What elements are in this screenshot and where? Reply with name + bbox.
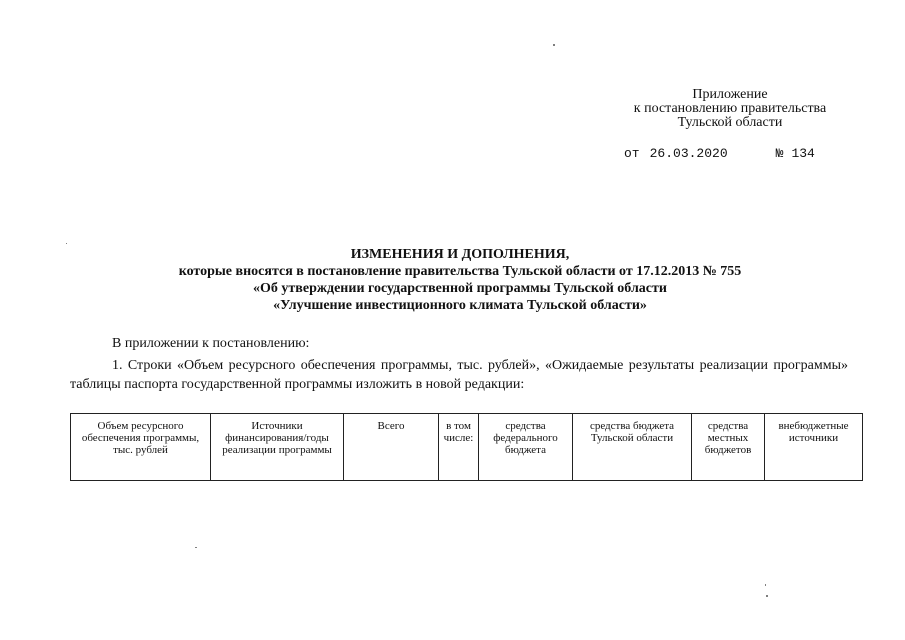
appendix-line-2: к постановлению правительства [633, 101, 827, 116]
decree-date-number [624, 146, 815, 161]
title-line-2: которые вносятся в постановление правительства Тульской области от 17.12.2013 № 755 [178, 264, 742, 279]
scan-speck [553, 44, 555, 46]
header-cell-regional-budget: средства бюджета Тульской области [573, 414, 692, 481]
number-prefix: № [775, 146, 784, 161]
header-cell-funding-sources: Источники финансирования/годы реализации программы [211, 414, 344, 481]
header-cell-including: в том числе: [439, 414, 479, 481]
scan-speck [765, 584, 766, 586]
title-line-3: «Об утверждении государственной программы Тульской области [253, 281, 667, 296]
decree-number: 134 [791, 146, 815, 161]
scan-speck [66, 243, 67, 244]
appendix-line-3: Тульской области [677, 115, 783, 130]
paragraph-1: 1. Строки «Объем ресурсного обеспечения программы, тыс. рублей», «Ожидаемые результаты реализации программы» таблицы паспорта государственной программы изложить в новой редакции: [70, 358, 848, 392]
funding-table [70, 413, 863, 481]
appendix-header [600, 88, 860, 130]
header-cell-resource-volume: Объем ресурсного обеспечения программы, тыс. рублей [71, 414, 211, 481]
decree-date: 26.03.2020 [649, 146, 728, 161]
header-cell-total: Всего [344, 414, 439, 481]
scan-speck [195, 547, 197, 548]
header-cell-local-budgets: средства местных бюджетов [692, 414, 765, 481]
document-title [70, 246, 850, 314]
intro-text: В приложении к постановлению: [112, 336, 310, 351]
scan-speck [766, 595, 768, 597]
header-cell-federal-budget: средства федерального бюджета [479, 414, 573, 481]
header-cell-extra-budgetary: внебюджетные источники [765, 414, 863, 481]
table-header-row [71, 414, 863, 481]
appendix-line-1: Приложение [692, 87, 768, 102]
title-line-1: ИЗМЕНЕНИЯ И ДОПОЛНЕНИЯ, [350, 247, 570, 262]
title-line-4: «Улучшение инвестиционного климата Тульской области» [273, 298, 647, 313]
date-prefix: от [624, 146, 640, 161]
